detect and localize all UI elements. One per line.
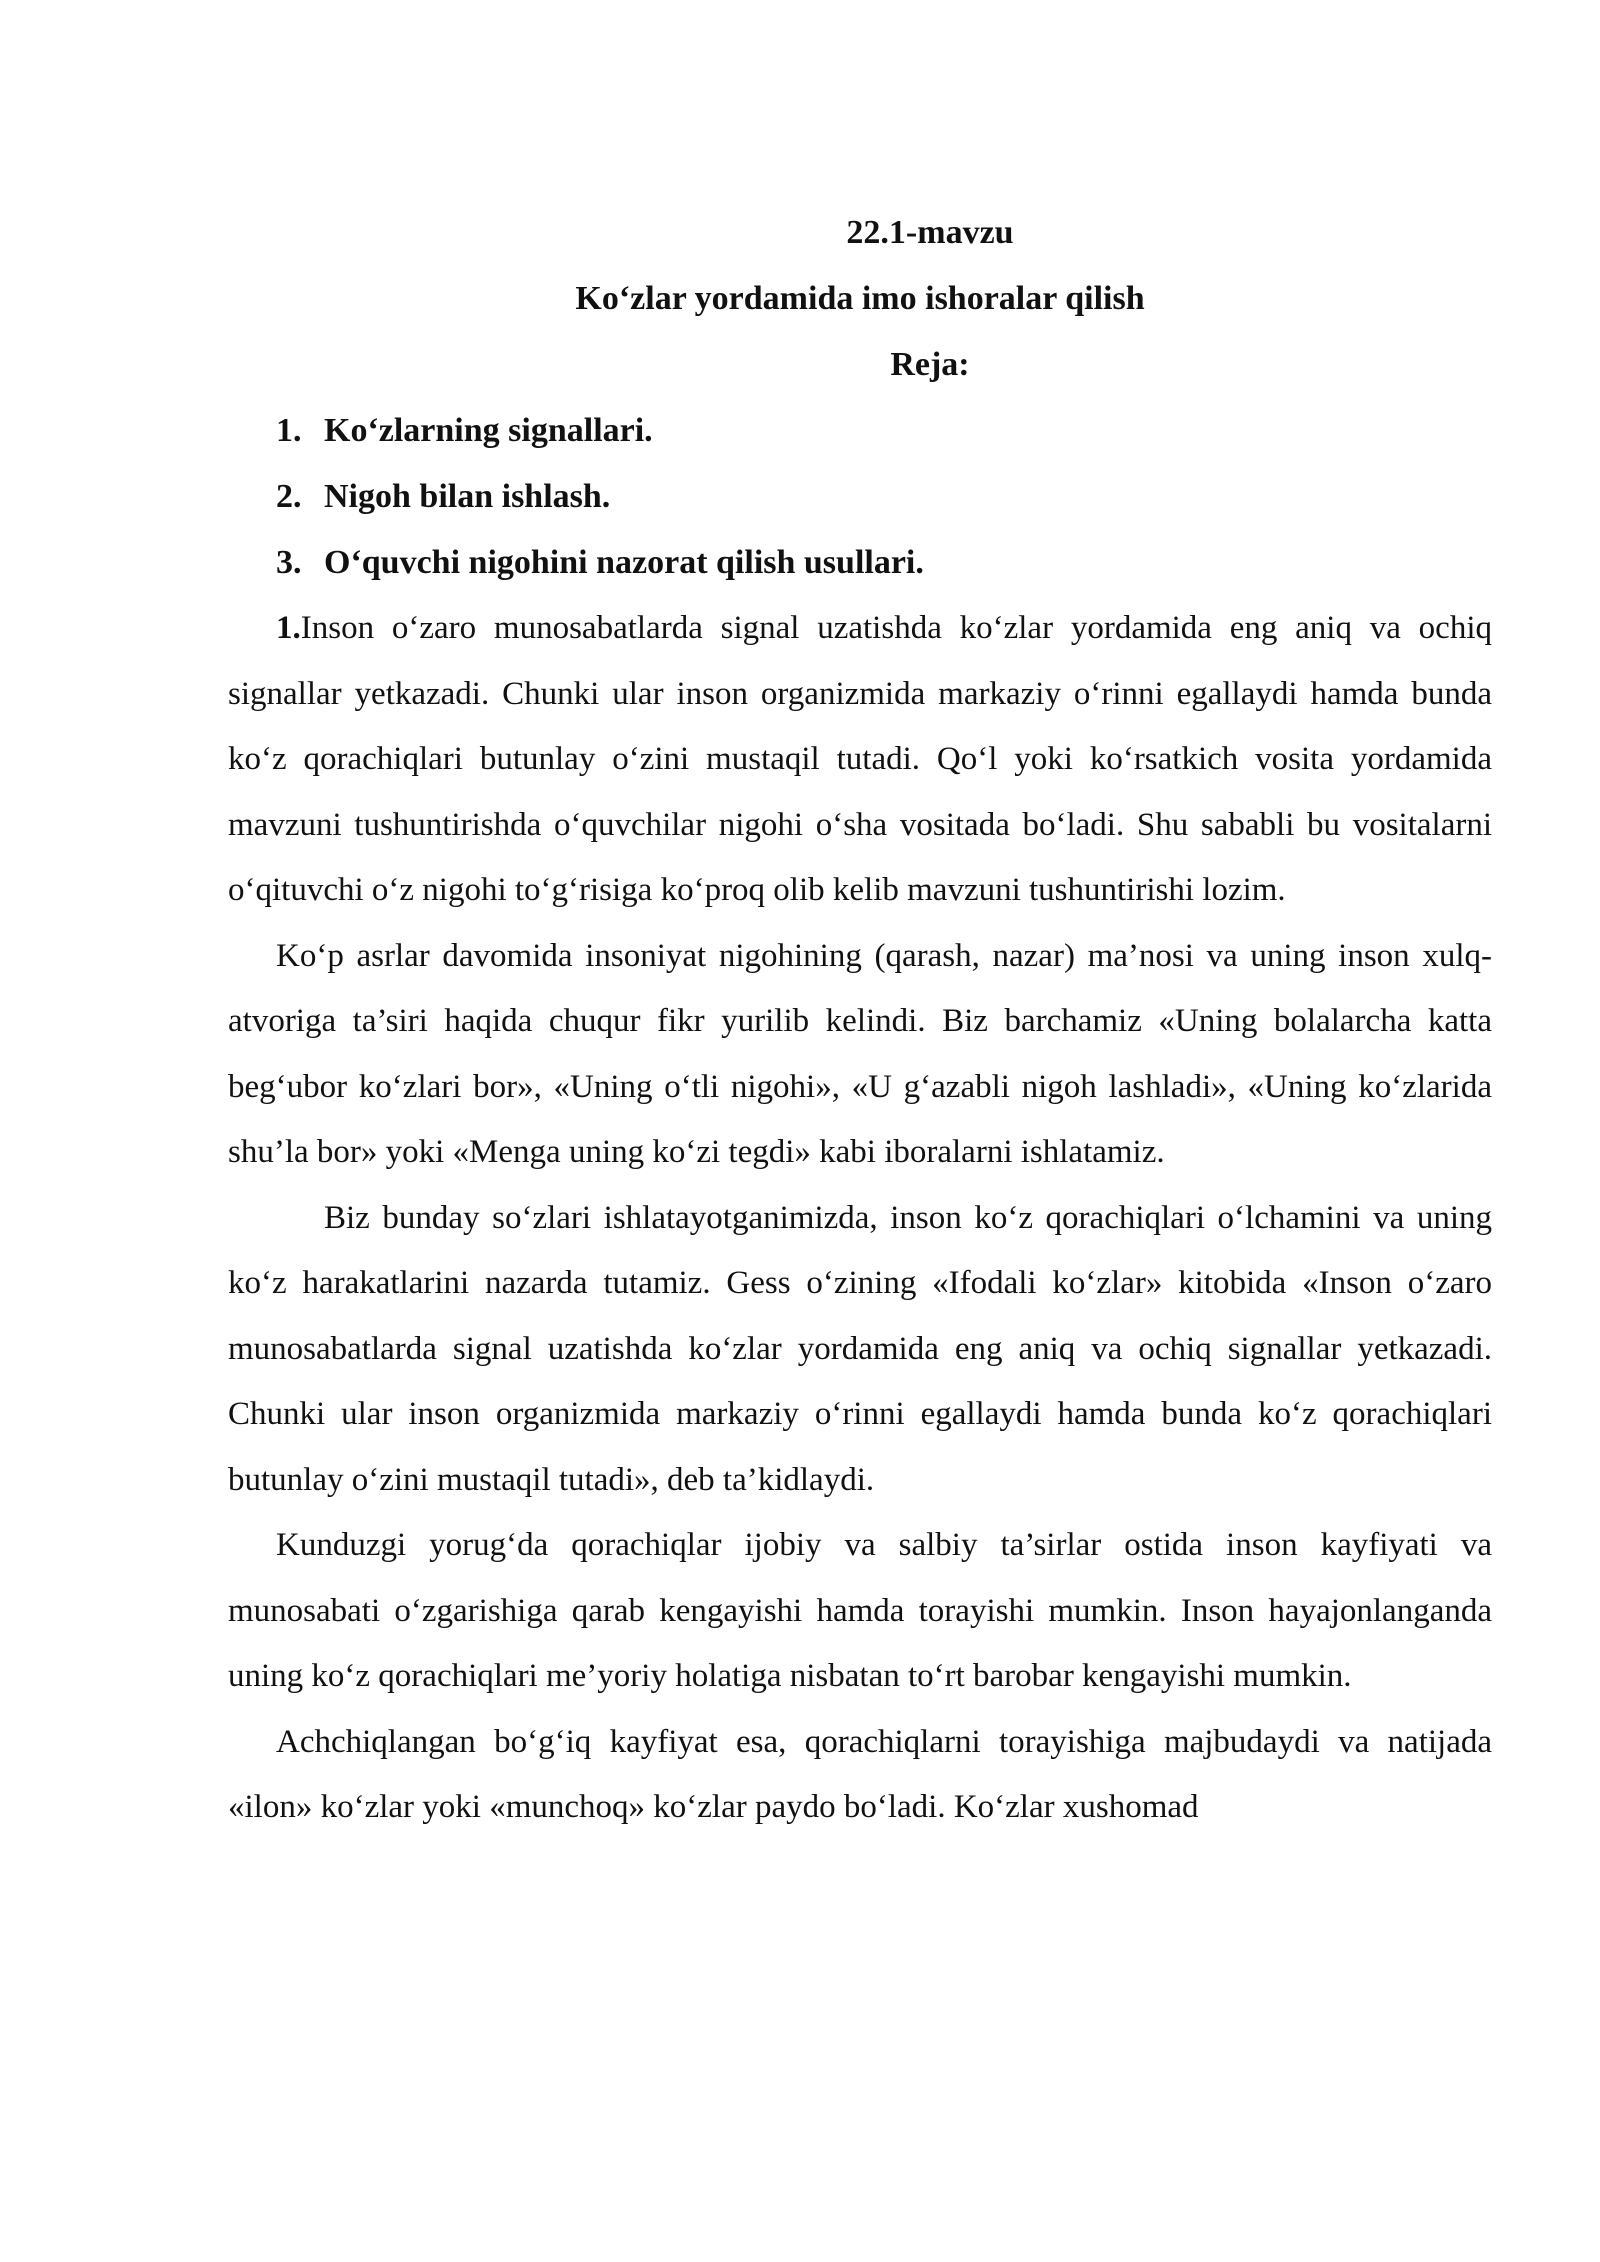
topic-number: 22.1-mavzu: [846, 214, 1014, 251]
plan-item-number: 2.: [276, 478, 302, 515]
page-content: [228, 200, 1492, 1841]
plan-item-text: Nigoh bilan ishlash.: [324, 478, 611, 515]
plan-list: [228, 398, 1492, 596]
plan-item-number: 1.: [276, 412, 302, 449]
body-paragraph: Ko‘p asrlar davomida insoniyat nigohining (qarash, nazar) ma’nosi va uning inson xulq-atvoriga ta’siri haqida chuqur fikr yurilib kelindi. Biz barchamiz «Uning bolalarcha katta beg‘ubor ko‘zlari bor», «Uning o‘tli nigohi», «U g‘azabli nigoh lashladi», «Uning ko‘zlarida shu’la bor» yoki «Menga uning ko‘zi tegdi» kabi iboralarni ishlatamiz.: [228, 937, 1492, 1170]
document-title: Ko‘zlar yordamida imo ishoralar qilish: [575, 280, 1145, 317]
paragraph-text: Inson o‘zaro munosabatlarda signal uzatishda ko‘zlar yordamida eng aniq va ochiq signallar yetkazadi. Chunki ular inson organizmida markaziy o‘rinni egallaydi hamda bunda ko‘z qorachiqlari butunlay o‘zini mustaqil tutadi. Qo‘l yoki ko‘rsatkich vosita yordamida mavzuni tushuntirishda o‘quvchilar nigohi o‘sha vositada bo‘ladi. Shu sababli bu vositalarni o‘qituvchi o‘z nigohi to‘g‘risiga ko‘proq olib kelib mavzuni tushuntirishi lozim.: [228, 610, 1492, 908]
plan-item: [276, 464, 1492, 530]
plan-item: [276, 398, 1492, 464]
paragraph-lead-number: 1.: [276, 610, 301, 646]
plan-item-text: O‘quvchi nigohini nazorat qilish usullari.: [324, 544, 924, 581]
body-paragraph: Kunduzgi yorug‘da qorachiqlar ijobiy va salbiy ta’sirlar ostida inson kayfiyati va munosabati o‘zgarishiga qarab kengayishi hamda torayishi mumkin. Inson hayajonlanganda uning ko‘z qorachiqlari me’yoriy holatiga nisbatan to‘rt barobar kengayishi mumkin.: [228, 1527, 1492, 1694]
plan-item: [276, 530, 1492, 596]
body-paragraph: [228, 596, 1492, 924]
body-paragraph: Biz bunday so‘zlari ishlatayotganimizda, inson ko‘z qorachiqlari o‘lchamini va uning ko‘z harakatlarini nazarda tutamiz. Gess o‘zining «Ifodali ko‘zlar» kitobida «Inson o‘zaro munosabatlarda signal uzatishda ko‘zlar yordamida eng aniq va ochiq signallar yetkazadi. Chunki ular inson organizmida markaziy o‘rinni egallaydi hamda bunda ko‘z qorachiqlari butunlay o‘zini mustaqil tutadi», deb ta’kidlaydi.: [228, 1199, 1492, 1498]
body-paragraph: Achchiqlangan bo‘g‘iq kayfiyat esa, qorachiqlarni torayishiga majbudaydi va natijada «ilon» ko‘zlar yoki «munchoq» ko‘zlar paydo bo‘ladi. Ko‘zlar xushomad: [228, 1723, 1492, 1825]
plan-item-number: 3.: [276, 544, 302, 581]
plan-item-text: Ko‘zlarning signallari.: [324, 412, 653, 449]
plan-heading: Reja:: [890, 346, 970, 383]
